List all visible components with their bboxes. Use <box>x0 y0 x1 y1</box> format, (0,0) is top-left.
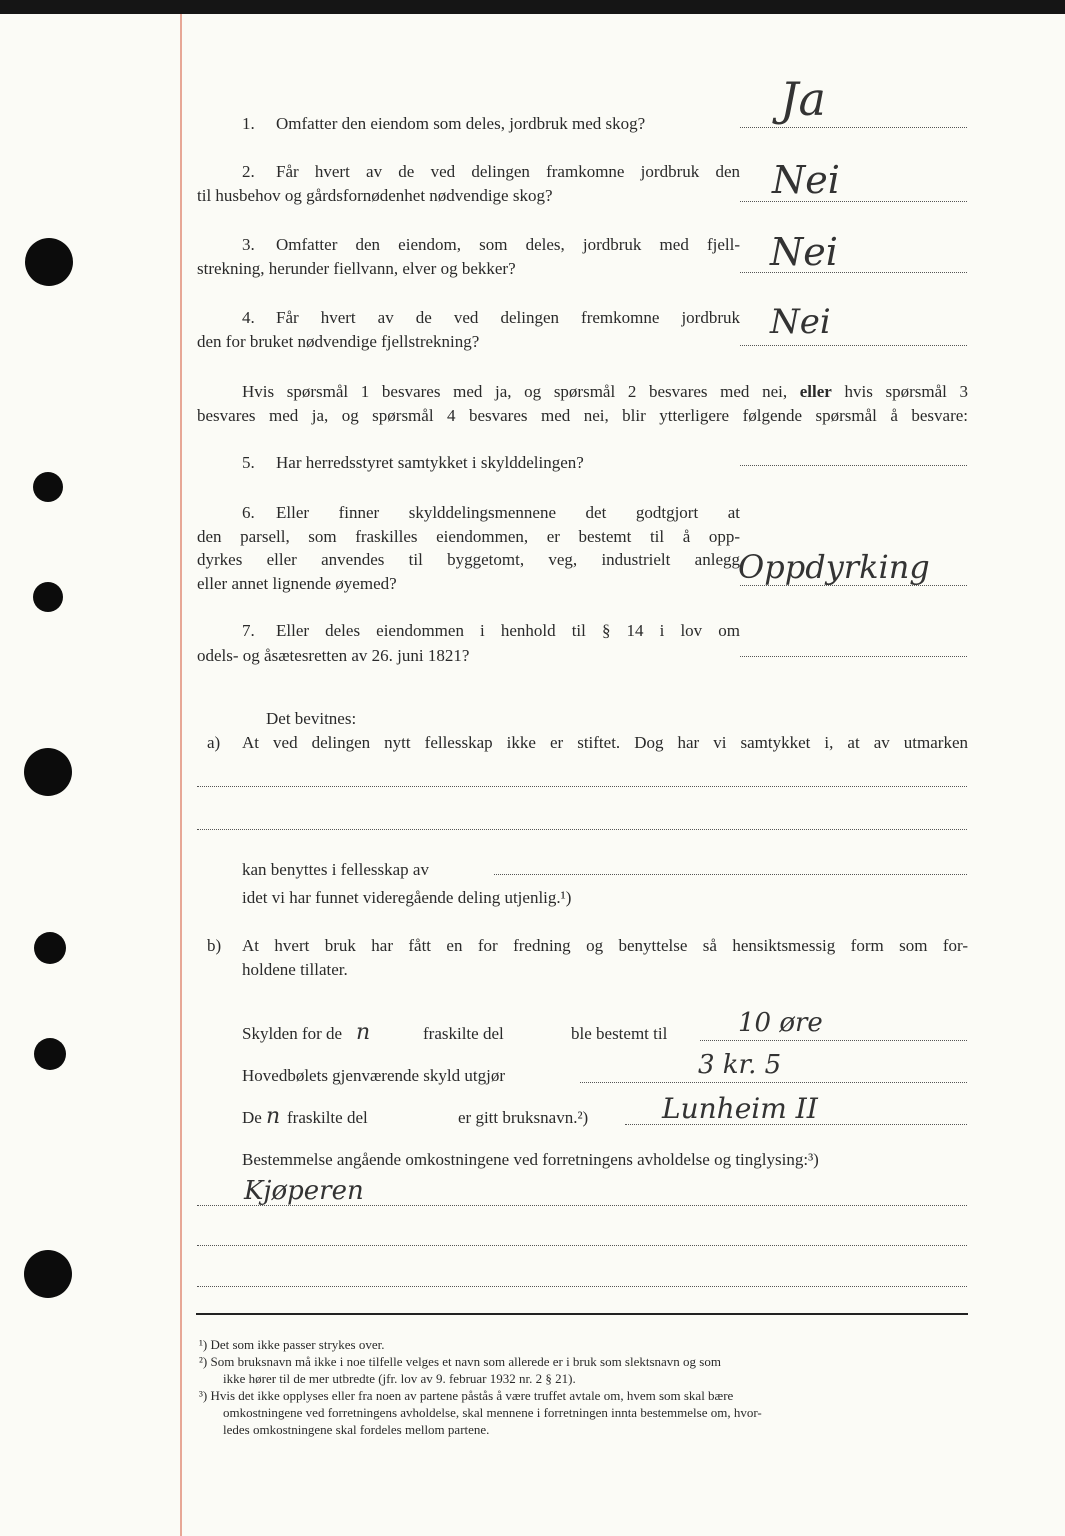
skyld-label1: Skylden for de <box>242 1024 343 1043</box>
skyld-value-line <box>700 1040 967 1041</box>
footnote-2-line1: ²) Som bruksnavn må ikke i noe tilfelle velges et navn som allerede er i bruk som slektsnavn og som <box>199 1354 721 1369</box>
cert-a-fellesskap-line <box>494 874 967 875</box>
cert-b-line2: holdene tillater. <box>242 960 348 979</box>
q2-number: 2. <box>242 162 255 181</box>
q1-answer: Ja <box>780 72 826 126</box>
bruk-label1: De <box>242 1108 262 1127</box>
condition-line1-b: hvis spørsmål 3 <box>844 382 969 401</box>
q6-line2: den parsell, som fraskilles eiendommen, er bestemt til å opp- <box>197 527 740 546</box>
q6-answer: Oppdyrking <box>738 548 930 586</box>
q5-number: 5. <box>242 453 255 472</box>
hoved-value-line <box>580 1082 967 1083</box>
q7-line1: Eller deles eiendommen i henhold til § 14 i lov om <box>276 621 740 640</box>
q2-line1: Får hvert av de ved delingen framkomne jordbruk den <box>276 162 740 181</box>
skyld-label3: ble bestemt til <box>571 1024 668 1043</box>
bruk-hw1: n <box>266 1104 281 1129</box>
footnote-2-line2: ikke hører til de mer utbredte (jfr. lov av 9. februar 1932 nr. 2 § 21). <box>223 1371 576 1386</box>
q4-number: 4. <box>242 308 255 327</box>
q1-text: Omfatter den eiendom som deles, jordbruk med skog? <box>276 114 646 133</box>
q3-line1: Omfatter den eiendom, som deles, jordbruk med fjell- <box>276 235 740 254</box>
hoved-value: 3 kr. 5 <box>698 1050 782 1080</box>
kost-line2 <box>197 1245 967 1246</box>
cert-heading: Det bevitnes: <box>266 709 357 728</box>
punch-hole-6 <box>34 1038 66 1070</box>
q1-number: 1. <box>242 114 255 133</box>
q4-answer-line <box>740 345 967 346</box>
q5-text: Har herredsstyret samtykket i skylddelingen? <box>276 453 584 472</box>
q3-number: 3. <box>242 235 255 254</box>
q6-number: 6. <box>242 503 255 522</box>
condition-line1 <box>242 380 968 404</box>
bruk-value: Lunheim II <box>662 1092 818 1125</box>
q7-answer-line <box>740 656 967 657</box>
condition-line2: besvares med ja, og spørsmål 4 besvares med nei, blir ytterligere følgende spørsmål å besvare: <box>197 406 968 425</box>
q3-answer: Nei <box>770 230 838 274</box>
q7-line2: odels- og åsætesretten av 26. juni 1821? <box>197 646 470 665</box>
punch-hole-1 <box>25 238 73 286</box>
q2-line2: til husbehov og gårdsfornødenhet nødvendige skog? <box>197 186 553 205</box>
bruk-label2: fraskilte del <box>287 1108 368 1127</box>
bruk-label3: er gitt bruksnavn.²) <box>458 1108 589 1127</box>
cert-b-label: b) <box>207 936 222 955</box>
condition-line1-a: Hvis spørsmål 1 besvares med ja, og spørsmål 2 besvares med nei, <box>242 382 788 401</box>
q5-answer-line <box>740 465 967 466</box>
kost-value: Kjøperen <box>244 1176 364 1206</box>
punch-hole-4 <box>24 748 72 796</box>
q6-line4: eller annet lignende øyemed? <box>197 574 397 593</box>
kost-label: Bestemmelse angående omkostningene ved forretningens avholdelse og tinglysing:³) <box>242 1150 819 1169</box>
cert-a-line1 <box>197 786 967 787</box>
q7-number: 7. <box>242 621 255 640</box>
footnote-rule <box>196 1313 968 1315</box>
skyld-hw1: n <box>356 1020 371 1045</box>
punch-hole-3 <box>33 582 63 612</box>
footnote-3-line1: ³) Hvis det ikke opplyses eller fra noen av partene påstås å være truffet avtale om, hvem som skal bære <box>199 1388 734 1403</box>
footnote-1: ¹) Det som ikke passer strykes over. <box>199 1337 385 1352</box>
punch-hole-5 <box>34 932 66 964</box>
cert-a-line2 <box>197 829 967 830</box>
cert-b-line1: At hvert bruk har fått en for fredning og benyttelse så hensiktsmessig form som for- <box>242 936 968 955</box>
punch-hole-7 <box>24 1250 72 1298</box>
q3-line2: strekning, herunder fiellvann, elver og bekker? <box>197 259 516 278</box>
q1-answer-line <box>740 127 967 128</box>
skyld-label2: fraskilte del <box>423 1024 504 1043</box>
q4-line2: den for bruket nødvendige fjellstrekning? <box>197 332 480 351</box>
hoved-label: Hovedbølets gjenværende skyld utgjør <box>242 1066 505 1085</box>
q4-answer: Nei <box>770 302 831 342</box>
q2-answer: Nei <box>772 158 840 202</box>
q4-line1: Får hvert av de ved delingen fremkomne jordbruk <box>276 308 740 327</box>
cert-a-label: a) <box>207 733 221 752</box>
footnote-3-line2: omkostningene ved forretningens avholdelse, skal mennene i forretningen innta bestemmelse om, hvor- <box>223 1405 762 1420</box>
skyld-value: 10 øre <box>738 1008 823 1038</box>
footnote-3-line3: ledes omkostningene skal fordeles mellom partene. <box>223 1422 490 1437</box>
cert-a-text: At ved delingen nytt fellesskap ikke er stiftet. Dog har vi samtykket i, at av utmarken <box>242 733 968 752</box>
margin-rule <box>180 14 182 1536</box>
q6-line1: Eller finner skylddelingsmennene det godtgjort at <box>276 503 740 522</box>
kost-line3 <box>197 1286 967 1287</box>
punch-hole-2 <box>33 472 63 502</box>
cert-a-line3-text: idet vi har funnet videregående deling utjenlig.¹) <box>242 888 572 907</box>
condition-line1-bold: eller <box>799 382 832 401</box>
cert-a-line2-text: kan benyttes i fellesskap av <box>242 860 429 879</box>
q6-line3: dyrkes eller anvendes til byggetomt, veg, industrielt anlegg <box>197 550 740 569</box>
scan-top-edge <box>0 0 1065 14</box>
